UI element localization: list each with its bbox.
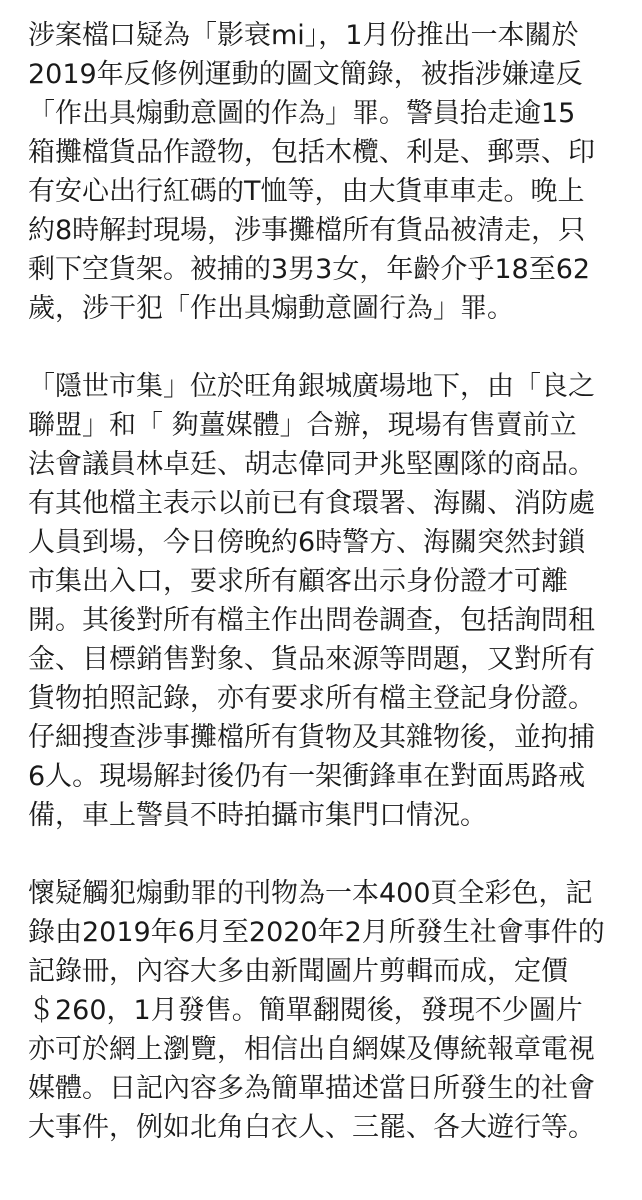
- text-line: 涉案檔口疑為「影衰mi」，1月份推出一本關於: [28, 20, 579, 51]
- text-line: 大事件，例如北角白衣人、三罷、各大遊行等。: [28, 1112, 595, 1143]
- text-line: 歲，涉干犯「作出具煽動意圖行為」罪。: [28, 293, 514, 324]
- text-line: 有其他檔主表示以前已有食環署、海關、消防處: [28, 488, 595, 519]
- text-line: 6人。現場解封後仍有一架衝鋒車在對面馬路戒: [28, 761, 586, 792]
- text-line: 箱攤檔貨品作證物，包括木欖、利是、郵票、印: [28, 137, 595, 168]
- text-line: 媒體。日記內容多為簡單描述當日所發生的社會: [28, 1073, 595, 1104]
- text-line: 仔細搜查涉事攤檔所有貨物及其雜物後，並拘捕: [28, 722, 595, 753]
- text-line: 2019年反修例運動的圖文簡錄，被指涉嫌違反: [28, 59, 583, 90]
- paragraph-spacer: [28, 835, 634, 874]
- paragraph-spacer: [28, 328, 634, 367]
- text-line: 金、目標銷售對象、貨品來源等問題，又對所有: [28, 644, 595, 675]
- text-line: 備，車上警員不時拍攝市集門口情況。: [28, 800, 487, 831]
- text-line: 貨物拍照記錄，亦有要求所有檔主登記身份證。: [28, 683, 595, 714]
- text-line: 「隱世市集」位於旺角銀城廣場地下，由「良之: [28, 371, 595, 402]
- text-line: ＄260，1月發售。簡單翻閱後，發現不少圖片: [28, 995, 583, 1026]
- text-line: 錄由2019年6月至2020年2月所發生社會事件的: [28, 917, 605, 948]
- paragraph-market: [28, 367, 634, 835]
- text-line: 法會議員林卓廷、胡志偉同尹兆堅團隊的商品。: [28, 449, 595, 480]
- text-line: 剩下空貨架。被捕的3男3女，年齡介乎18至62: [28, 254, 591, 285]
- text-line: 開。其後對所有檔主作出問卷調查，包括詢問租: [28, 605, 595, 636]
- paragraph-publication: [28, 874, 634, 1147]
- text-line: 人員到場，今日傍晚約6時警方、海關突然封鎖: [28, 527, 586, 558]
- text-line: 「作出具煽動意圖的作為」罪。警員抬走逾15: [28, 98, 576, 129]
- text-line: 有安心出行紅碼的T恤等，由大貨車車走。晚上: [28, 176, 585, 207]
- text-line: 約8時解封現場，涉事攤檔所有貨品被清走，只: [28, 215, 586, 246]
- text-line: 亦可於網上瀏覽，相信出自網媒及傳統報章電視: [28, 1034, 595, 1065]
- text-line: 市集出入口，要求所有顧客出示身份證才可離: [28, 566, 568, 597]
- text-line: 聯盟」和「 夠薑媒體」合辦，現場有售賣前立: [28, 410, 577, 441]
- text-line: 懷疑觸犯煽動罪的刊物為一本400頁全彩色，記: [28, 878, 593, 909]
- paragraph-arrest: [28, 16, 634, 328]
- text-line: 記錄冊，內容大多由新聞圖片剪輯而成，定價: [28, 956, 568, 987]
